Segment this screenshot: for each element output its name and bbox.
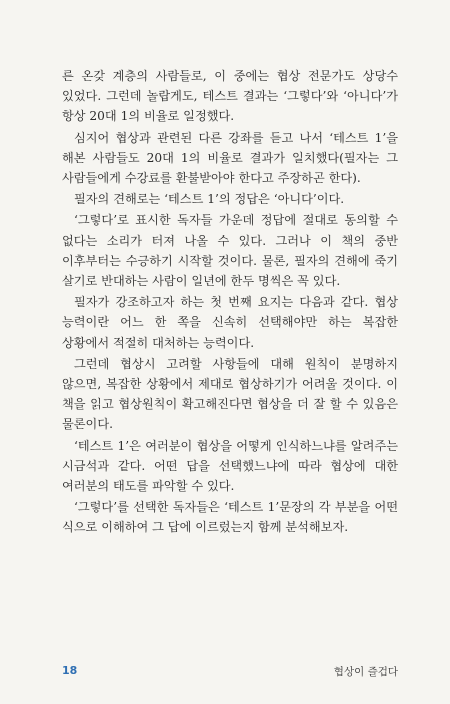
running-head: 협상이 즐겁다 <box>333 666 398 678</box>
paragraph: 필자가 강조하고자 하는 첫 번째 요지는 다음과 같다. 협상 능력이란 어느 한 쪽을 신속히 선택해야만 하는 복잡한 상황에서 적절히 대처하는 능력이다. <box>62 295 398 350</box>
page-number: 18 <box>62 664 78 677</box>
paragraph: 필자의 견해로는 ‘테스트 1’의 정답은 ‘아니다’이다. <box>74 192 345 207</box>
paragraph: 른 온갖 계층의 사람들로, 이 중에는 협상 전문가도 상당수 있었다. 그런데 놀랍게도, 테스트 결과는 ‘그렇다’와 ‘아니다’가 항상 20대 1의 비율로 일정했다. <box>62 69 398 124</box>
page-footer <box>62 664 398 680</box>
body-text <box>62 66 398 539</box>
paragraph: 심지어 협상과 관련된 다른 강좌를 듣고 나서 ‘테스트 1’을 해본 사람들도 20대 1의 비율로 결과가 일치했다(필자는 그 사람들에게 수강료를 환불받아야 한다고 주장하곤 한다). <box>62 130 398 186</box>
paragraph: 그런데 협상시 고려할 사항들에 대해 원칙이 분명하지 않으면, 복잡한 상황에서 제대로 협상하기가 어려울 것이다. 이 책을 읽고 협상원칙이 확고해진다면 협상을 더 잘 할 수 있음은 물론이다. <box>62 356 398 432</box>
paragraph: ‘그렇다’를 선택한 독자들은 ‘테스트 1’문장의 각 부분을 어떤 식으로 이해하여 그 답에 이르렀는지 함께 분석해보자. <box>62 500 398 535</box>
paragraph: ‘테스트 1’은 여러분이 협상을 어떻게 인식하느냐를 알려주는 시금석과 같다. 어떤 답을 선택했느냐에 따라 협상에 대한 여러분의 태도를 파악할 수 있다. <box>62 438 398 494</box>
paragraph: ‘그렇다’로 표시한 독자들 가운데 정답에 절대로 동의할 수 없다는 소리가 터져 나올 수 있다. 그러나 이 책의 중반 이후부터는 수긍하기 시작할 것이다. 물론, 필자의 견해에 죽기 살기로 반대하는 사람이 일년에 한두 명씩은 꼭 있다. <box>62 213 398 289</box>
